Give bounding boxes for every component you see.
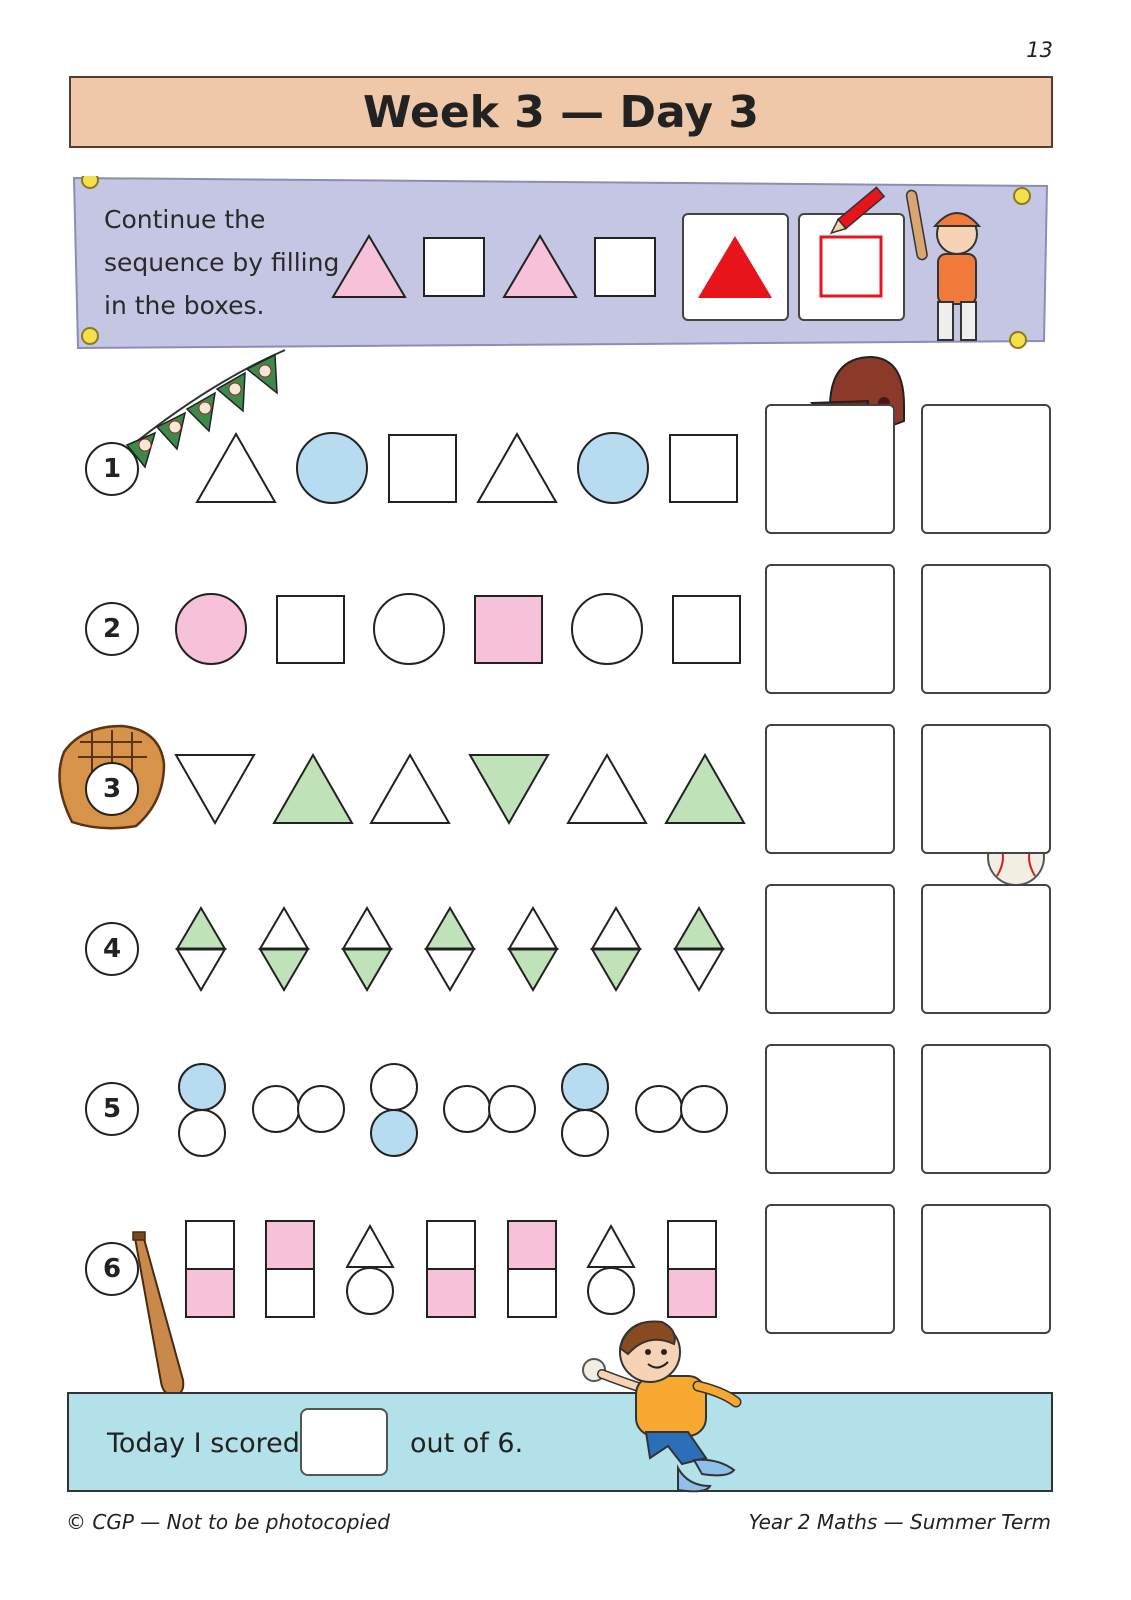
score-prefix: Today I scored (107, 1428, 300, 1459)
row6-square-top (668, 1221, 716, 1269)
question-number: 2 (85, 602, 139, 656)
row5-circle-blue (371, 1110, 417, 1156)
row3-triangle (568, 755, 646, 823)
row5-circle (562, 1110, 608, 1156)
answer-box-2b[interactable] (921, 564, 1051, 694)
answer-box-5a[interactable] (765, 1044, 895, 1174)
row5-circle (298, 1086, 344, 1132)
row4-diamond-top (260, 908, 308, 949)
row5-circle (681, 1086, 727, 1132)
answer-box-5b[interactable] (921, 1044, 1051, 1174)
row2-circle-pink (176, 594, 246, 664)
answer-box-6a[interactable] (765, 1204, 895, 1334)
row4-diamond-top-green (177, 908, 225, 949)
row6-square-bottom-pink (427, 1269, 475, 1317)
answer-box-6b[interactable] (921, 1204, 1051, 1334)
question-number: 3 (85, 762, 139, 816)
row4-diamond-bottom-green (509, 949, 557, 990)
row4-diamond-top (592, 908, 640, 949)
row5-circle (179, 1110, 225, 1156)
page-number: 13 (1026, 38, 1053, 62)
row1-triangle (197, 434, 275, 502)
question-number: 6 (85, 1242, 139, 1296)
score-suffix: out of 6. (410, 1428, 524, 1459)
row6-square-bottom-pink (668, 1269, 716, 1317)
question-number: 4 (85, 922, 139, 976)
answer-box-2a[interactable] (765, 564, 895, 694)
instruction-line: Continue the (104, 205, 266, 234)
row4-diamond-bottom-green (592, 949, 640, 990)
row6-circle (347, 1268, 393, 1314)
row6-square-top-pink (266, 1221, 314, 1269)
instruction-line: in the boxes. (104, 291, 265, 320)
row5-circle-blue (562, 1064, 608, 1110)
answer-box-1b[interactable] (921, 404, 1051, 534)
row2-square (673, 596, 740, 663)
row1-square (670, 435, 737, 502)
footer-course: Year 2 Maths — Summer Term (748, 1510, 1051, 1534)
row5-circle (636, 1086, 682, 1132)
row3-triangle-down-green (470, 755, 548, 823)
row5-circle (253, 1086, 299, 1132)
row4-diamond-top-green (675, 908, 723, 949)
row4-diamond-bottom (426, 949, 474, 990)
question-number: 5 (85, 1082, 139, 1136)
row4-diamond-bottom-green (343, 949, 391, 990)
row4-diamond-top-green (426, 908, 474, 949)
row4-diamond-top (343, 908, 391, 949)
row1-triangle (478, 434, 556, 502)
row4-diamond-bottom (675, 949, 723, 990)
row3-triangle-down (176, 755, 254, 823)
question-number: 1 (85, 442, 139, 496)
row3-triangle-green (666, 755, 744, 823)
score-input-box[interactable] (300, 1408, 388, 1476)
instruction-line: sequence by filling (104, 248, 340, 277)
row6-square-bottom (508, 1269, 556, 1317)
row6-triangle (588, 1226, 634, 1267)
row3-triangle-green (274, 755, 352, 823)
row6-square-top (186, 1221, 234, 1269)
row2-circle (374, 594, 444, 664)
answer-box-1a[interactable] (765, 404, 895, 534)
row4-diamond-bottom (177, 949, 225, 990)
row5-circle-blue (179, 1064, 225, 1110)
row5-circle (371, 1064, 417, 1110)
answer-box-3b[interactable] (921, 724, 1051, 854)
row2-circle (572, 594, 642, 664)
row6-circle (588, 1268, 634, 1314)
row1-circle-blue (578, 433, 648, 503)
row6-square-top-pink (508, 1221, 556, 1269)
row4-diamond-top (509, 908, 557, 949)
footer-copyright: © CGP — Not to be photocopied (66, 1510, 390, 1534)
row5-circle (444, 1086, 490, 1132)
row6-square-top (427, 1221, 475, 1269)
answer-box-4a[interactable] (765, 884, 895, 1014)
answer-box-4b[interactable] (921, 884, 1051, 1014)
row2-square-pink (475, 596, 542, 663)
row6-triangle (347, 1226, 393, 1267)
row1-circle-blue (297, 433, 367, 503)
row4-diamond-bottom-green (260, 949, 308, 990)
answer-box-3a[interactable] (765, 724, 895, 854)
page-title: Week 3 — Day 3 (69, 76, 1053, 148)
row6-square-bottom-pink (186, 1269, 234, 1317)
row2-square (277, 596, 344, 663)
row6-square-bottom (266, 1269, 314, 1317)
row1-square (389, 435, 456, 502)
row5-circle (489, 1086, 535, 1132)
boy-throwing-ball-icon (578, 1318, 758, 1493)
row3-triangle (371, 755, 449, 823)
